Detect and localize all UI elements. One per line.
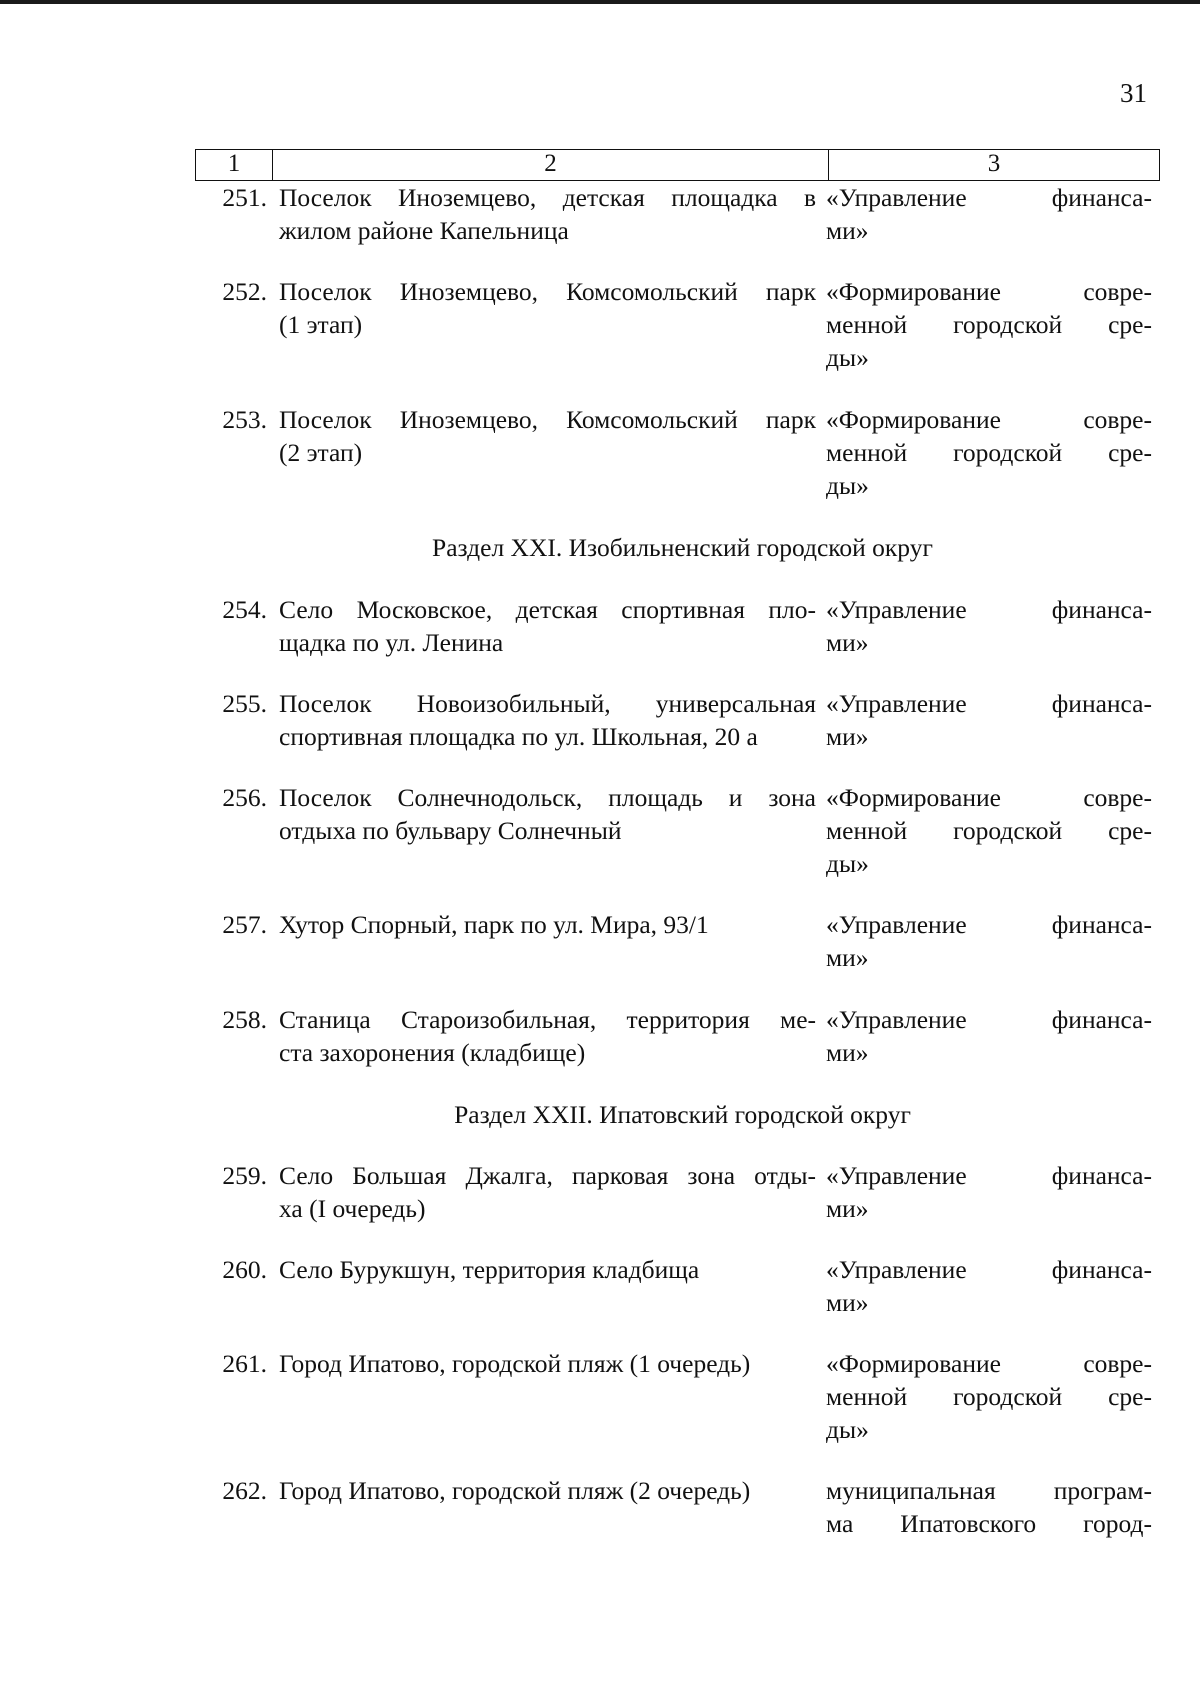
row-description <box>267 1253 822 1319</box>
row-program <box>822 593 1152 659</box>
row-program <box>822 1003 1152 1069</box>
row-program <box>822 403 1152 502</box>
description-line: жилом районе Капельница <box>279 216 569 245</box>
row-number: 258. <box>222 1005 267 1034</box>
program-line: менной городской сре- <box>826 1382 1152 1411</box>
program-line: «Управление финанса- <box>826 1255 1152 1284</box>
row-program <box>822 781 1152 880</box>
row-number: 252. <box>222 277 267 306</box>
description-line: ха (I очередь) <box>279 1194 426 1223</box>
program-line: ми» <box>826 1038 869 1067</box>
program-line: ми» <box>826 1288 869 1317</box>
program-line: менной городской сре- <box>826 438 1152 467</box>
program-line: ми» <box>826 722 869 751</box>
program-line: ми» <box>826 1194 869 1223</box>
row-description <box>267 908 822 974</box>
program-line: ма Ипатовского город- <box>826 1509 1152 1538</box>
description-line: Поселок Иноземцево, Комсомольский парк <box>279 405 816 434</box>
description-line: Поселок Иноземцево, Комсомольский парк <box>279 277 816 306</box>
description-line: Станица Староизобильная, территория ме- <box>279 1005 816 1034</box>
table-row <box>195 403 1170 502</box>
description-line: Село Большая Джалга, парковая зона отды- <box>279 1161 816 1190</box>
row-description <box>267 687 822 753</box>
table-row <box>195 275 1170 374</box>
row-number: 251. <box>222 183 267 212</box>
row-number: 256. <box>222 783 267 812</box>
description-line: щадка по ул. Ленина <box>279 628 504 657</box>
description-line: спортивная площадка по ул. Школьная, 20 а <box>279 722 758 751</box>
row-description <box>267 1347 822 1446</box>
program-line: «Формирование совре- <box>826 1349 1152 1378</box>
row-description <box>267 403 822 502</box>
program-line: ды» <box>826 471 869 500</box>
row-number: 261. <box>222 1349 267 1378</box>
row-description <box>267 275 822 374</box>
description-line: Поселок Солнечнодольск, площадь и зона <box>279 783 816 812</box>
row-number: 254. <box>222 595 267 624</box>
program-line: ми» <box>826 216 869 245</box>
description-line: ста захоронения (кладбище) <box>279 1038 586 1067</box>
description-line: Поселок Иноземцево, детская площадка в <box>279 183 816 212</box>
table-row <box>195 687 1170 753</box>
table-row <box>195 781 1170 880</box>
program-line: менной городской сре- <box>826 816 1152 845</box>
program-line: «Формирование совре- <box>826 783 1152 812</box>
row-description <box>267 181 822 247</box>
row-number: 253. <box>222 405 267 434</box>
row-program <box>822 1347 1152 1446</box>
description-line: (2 этап) <box>279 438 363 467</box>
row-program <box>822 687 1152 753</box>
row-number: 262. <box>222 1476 267 1505</box>
program-line: муниципальная програм- <box>826 1476 1152 1505</box>
table-row <box>195 181 1170 247</box>
program-line: «Формирование совре- <box>826 405 1152 434</box>
table-row <box>195 908 1170 974</box>
program-line: ды» <box>826 343 869 372</box>
program-line: «Управление финанса- <box>826 595 1152 624</box>
program-line: менной городской сре- <box>826 310 1152 339</box>
table-row <box>195 1003 1170 1069</box>
program-line: «Управление финанса- <box>826 183 1152 212</box>
column-header-3: 3 <box>829 150 1160 181</box>
table-body <box>195 181 1170 1540</box>
table-row <box>195 1347 1170 1446</box>
program-line: «Управление финанса- <box>826 1161 1152 1190</box>
description-line: Село Московское, детская спортивная пло- <box>279 595 816 624</box>
row-number: 255. <box>222 689 267 718</box>
row-description <box>267 1159 822 1225</box>
row-description <box>267 1003 822 1069</box>
program-line: «Управление финанса- <box>826 1005 1152 1034</box>
table-row <box>195 1474 1170 1540</box>
program-line: «Управление финанса- <box>826 910 1152 939</box>
description-line: Город Ипатово, городской пляж (2 очередь) <box>279 1476 751 1505</box>
column-header-table <box>195 149 1160 181</box>
row-number: 260. <box>222 1255 267 1284</box>
row-number: 257. <box>222 910 267 939</box>
program-line: «Формирование совре- <box>826 277 1152 306</box>
table-row <box>195 593 1170 659</box>
row-program <box>822 1474 1152 1540</box>
row-description <box>267 1474 822 1540</box>
description-line: Поселок Новоизобильный, универсальная <box>279 689 816 718</box>
program-line: ми» <box>826 628 869 657</box>
column-header-2: 2 <box>273 150 829 181</box>
program-line: «Управление финанса- <box>826 689 1152 718</box>
row-program <box>822 181 1152 247</box>
row-program <box>822 275 1152 374</box>
row-description <box>267 593 822 659</box>
table-row <box>195 1159 1170 1225</box>
description-line: Село Бурукшун, территория кладбища <box>279 1255 700 1284</box>
section-heading: Раздел XXII. Ипатовский городской округ <box>454 1100 911 1129</box>
row-program <box>822 1159 1152 1225</box>
section-heading: Раздел XXI. Изобильненский городской округ <box>432 533 933 562</box>
row-description <box>267 781 822 880</box>
row-number: 259. <box>222 1161 267 1190</box>
row-program <box>822 908 1152 974</box>
page-number: 31 <box>1120 78 1147 108</box>
table-row <box>195 1253 1170 1319</box>
description-line: Город Ипатово, городской пляж (1 очередь) <box>279 1349 751 1378</box>
column-header-1: 1 <box>196 150 273 181</box>
description-line: (1 этап) <box>279 310 363 339</box>
program-line: ми» <box>826 943 869 972</box>
program-line: ды» <box>826 1415 869 1444</box>
description-line: отдыха по бульвару Солнечный <box>279 816 622 845</box>
scan-top-edge <box>0 0 1200 4</box>
row-program <box>822 1253 1152 1319</box>
program-line: ды» <box>826 849 869 878</box>
description-line: Хутор Спорный, парк по ул. Мира, 93/1 <box>279 910 709 939</box>
